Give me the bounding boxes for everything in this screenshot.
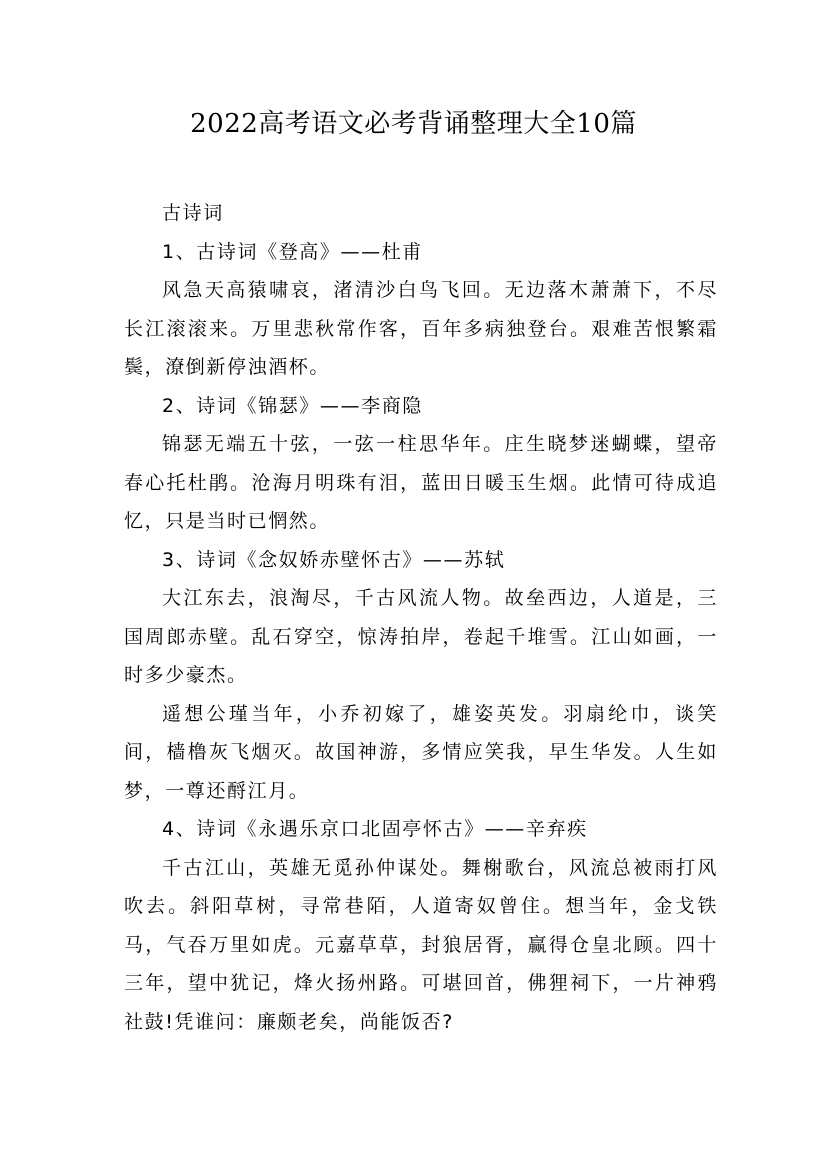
poem-text: 风急天高猿啸哀，渚清沙白鸟飞回。无边落木萧萧下，不尽长江滚滚来。万里悲秋常作客，百年多病独登台。艰难苦恨繁霜鬓，潦倒新停浊酒杯。 (124, 279, 718, 378)
document-body (124, 194, 718, 1041)
poem-heading: 4、诗词《永遇乐京口北固亭怀古》——辛弃疾 (162, 818, 588, 840)
poem-heading: 2、诗词《锦瑟》——李商隐 (162, 394, 423, 417)
document-title: 2022高考语文必考背诵整理大全10篇 (190, 109, 637, 139)
poem-heading: 1、古诗词《登高》——杜甫 (162, 240, 423, 263)
section-heading: 古诗词 (162, 202, 224, 224)
poem-text: 遥想公瑾当年，小乔初嫁了，雄姿英发。羽扇纶巾，谈笑间，樯橹灰飞烟灭。故国神游，多情应笑我，早生华发。人生如梦，一尊还酹江月。 (124, 702, 718, 802)
poem-text: 大江东去，浪淘尽，千古风流人物。故垒西边，人道是，三国周郎赤壁。乱石穿空，惊涛拍岸，卷起千堆雪。江山如画，一时多少豪杰。 (124, 587, 718, 686)
poem-text: 千古江山，英雄无觅孙仲谋处。舞榭歌台，风流总被雨打风吹去。斜阳草树，寻常巷陌，人道寄奴曾住。想当年，金戈铁马，气吞万里如虎。元嘉草草，封狼居胥，赢得仓皇北顾。四十三年，望中犹记，烽火扬州路。可堪回首，佛狸祠下，一片神鸦社鼓!凭谁问：廉颇老矣，尚能饭否? (124, 856, 718, 1033)
poem-text: 锦瑟无端五十弦，一弦一柱思华年。庄生晓梦迷蝴蝶，望帝春心托杜鹃。沧海月明珠有泪，蓝田日暖玉生烟。此情可待成追忆，只是当时已惘然。 (124, 433, 718, 532)
poem-heading: 3、诗词《念奴娇赤壁怀古》——苏轼 (162, 548, 506, 571)
